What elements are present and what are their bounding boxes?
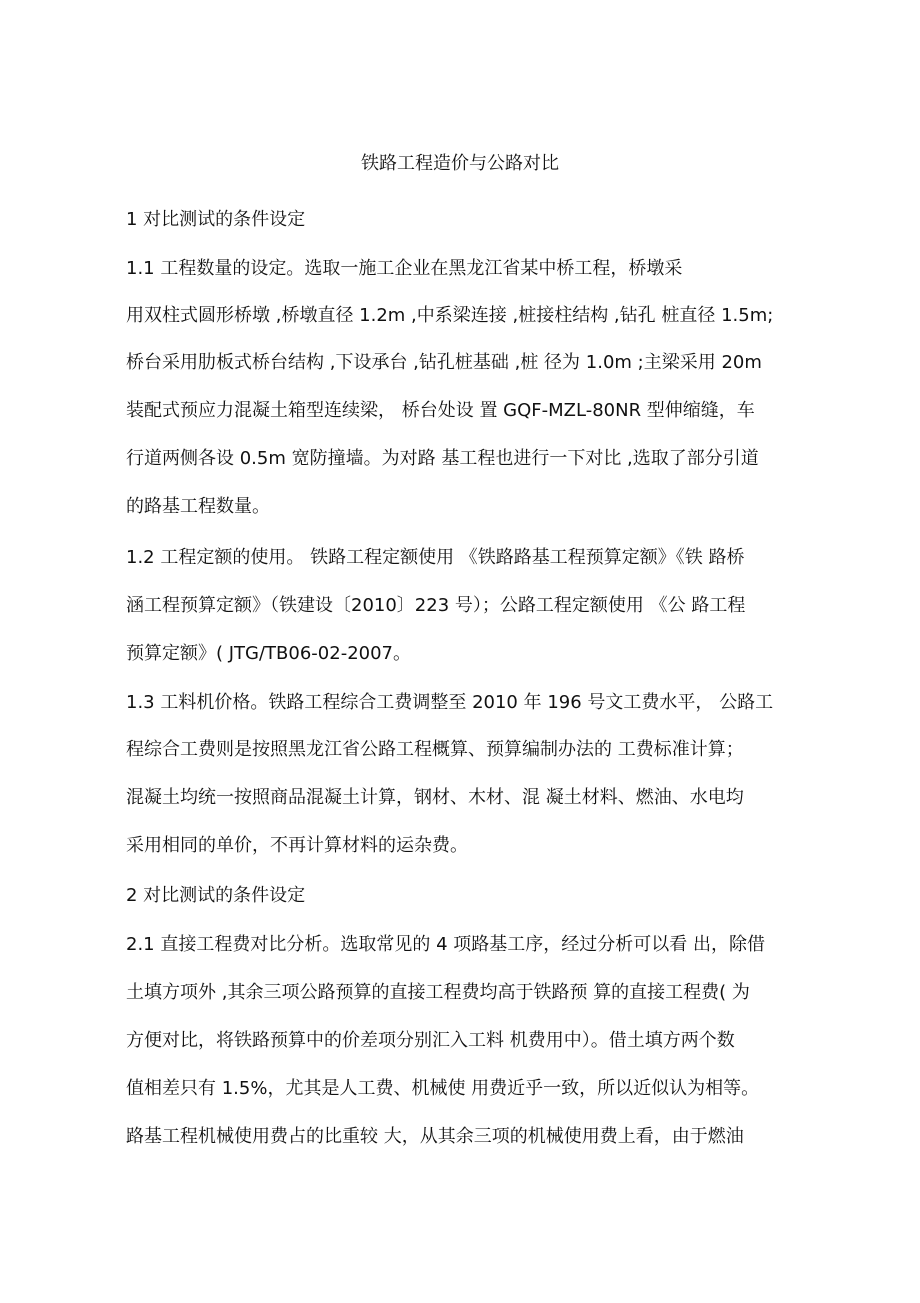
paragraph-line: 2.1 直接工程费对比分析。选取常见的 4 项路基工序，经过分析可以看 出，除借 [126, 934, 765, 955]
paragraph-line: 值相差只有 1.5%，尤其是人工费、机械使 用费近乎一致，所以近似认为相等。 [126, 1078, 760, 1099]
paragraph-line: 程综合工费则是按照黑龙江省公路工程概算、预算编制办法的 工费标准计算； [126, 739, 744, 760]
document-title: 铁路工程造价与公路对比 [361, 153, 559, 174]
paragraph-line: 桥台采用肋板式桥台结构 ,下设承台 ,钻孔桩基础 ,桩 径为 1.0m ;主梁采用 20m [126, 352, 762, 373]
paragraph-line: 行道两侧各设 0.5m 宽防撞墙。为对路 基工程也进行一下对比 ,选取了部分引道 [126, 448, 759, 469]
paragraph-line: 用双柱式圆形桥墩 ,桥墩直径 1.2m ,中系梁连接 ,桩接柱结构 ,钻孔 桩直径 1.5m; [126, 305, 774, 326]
paragraph-line: 1.1 工程数量的设定。选取一施工企业在黑龙江省某中桥工程，桥墩采 [126, 258, 683, 279]
paragraph-line: 装配式预应力混凝土箱型连续梁， 桥台处设 置 GQF-MZL-80NR 型伸缩缝，车 [126, 400, 755, 421]
heading-section-1: 1 对比测试的条件设定 [126, 209, 306, 230]
paragraph-line: 路基工程机械使用费占的比重较 大，从其余三项的机械使用费上看，由于燃油 [126, 1126, 744, 1147]
heading-section-2: 2 对比测试的条件设定 [126, 885, 306, 906]
paragraph-line: 的路基工程数量。 [126, 496, 270, 517]
paragraph-line: 混凝土均统一按照商品混凝土计算，钢材、木材、混 凝土材料、燃油、水电均 [126, 787, 744, 808]
paragraph-line: 采用相同的单价，不再计算材料的运杂费。 [126, 835, 468, 856]
paragraph-line: 涵工程预算定额》（铁建设〔2010〕223 号）；公路工程定额使用 《公 路工程 [126, 595, 746, 616]
paragraph-line: 预算定额》( JTG/TB06-02-2007。 [126, 643, 412, 664]
paragraph-line: 1.2 工程定额的使用。 铁路工程定额使用 《铁路路基工程预算定额》《铁 路桥 [126, 547, 745, 568]
paragraph-line: 方便对比，将铁路预算中的价差项分别汇入工料 机费用中）。借土填方两个数 [126, 1030, 735, 1051]
paragraph-line: 土填方项外 ,其余三项公路预算的直接工程费均高于铁路预 算的直接工程费( 为 [126, 982, 750, 1003]
paragraph-line: 1.3 工料机价格。铁路工程综合工费调整至 2010 年 196 号文工费水平， 公路工 [126, 692, 774, 713]
